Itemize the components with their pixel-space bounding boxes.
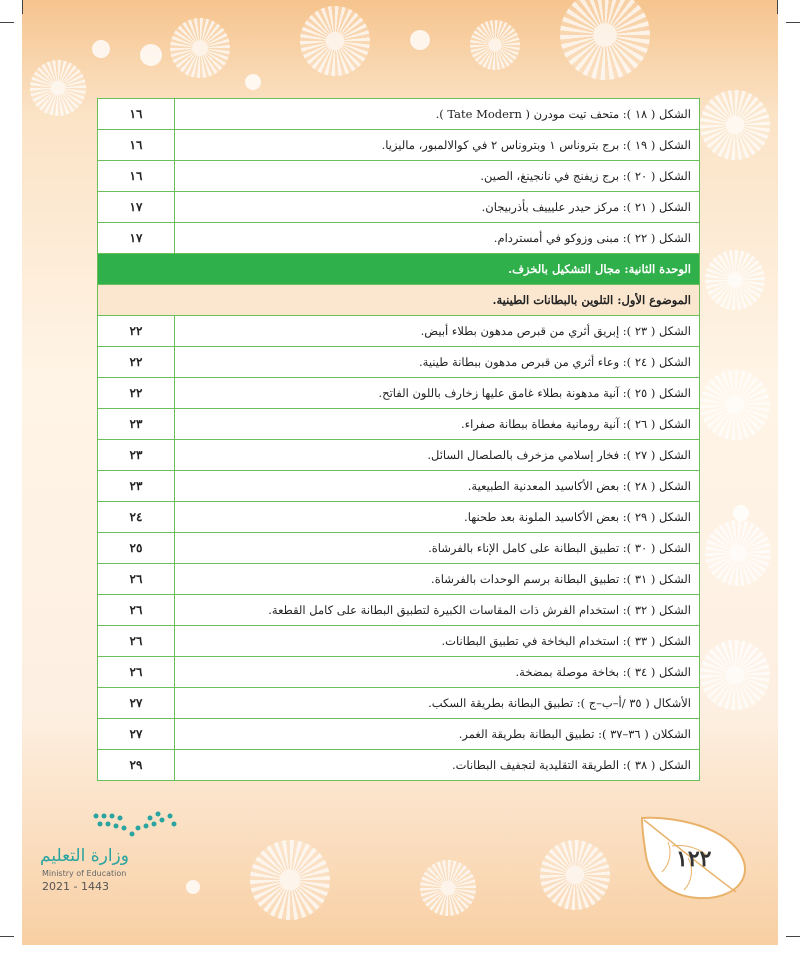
table-row [98,161,699,192]
table-row [98,750,699,781]
figure-description: الشكل ( ٢٩ ): بعض الأكاسيد الملونة بعد طحنها. [175,502,700,533]
table-row [98,688,699,719]
dot-decoration [733,505,749,521]
figure-page-number: ٢٧ [98,688,175,719]
figure-description: الشكل ( ٢٠ ): برج زيفنج في نانجينغ، الصين. [175,161,700,192]
logo-dots-icon [90,810,180,838]
figure-description: الشكل ( ٣٠ ): تطبيق البطانة على كامل الإناء بالفرشاة. [175,533,700,564]
flower-decoration [540,840,610,910]
figure-description: الشكل ( ٣٣ ): استخدام البخاخة في تطبيق البطانات. [175,626,700,657]
figure-description: الشكل ( ٢٤ ): وعاء أثري من قبرص مدهون ببطانة طينية. [175,347,700,378]
figure-page-number: ٢٦ [98,626,175,657]
flower-decoration [705,520,771,586]
crop-mark [0,22,14,23]
unit-heading-row [98,254,699,285]
figure-description: الشكلان ( ٣٦–٣٧ ): تطبيق البطانة بطريقة الغمر. [175,719,700,750]
figure-page-number: ١٧ [98,223,175,254]
figure-page-number: ٢٦ [98,564,175,595]
table-row [98,595,699,626]
table-row [98,471,699,502]
topic-heading-row [98,285,699,316]
table-row [98,719,699,750]
topic-heading: الموضوع الأول: التلوين بالبطانات الطينية. [98,285,699,316]
table-row [98,378,699,409]
figure-description: الشكل ( ٣٤ ): بخاخة موصلة بمضخة. [175,657,700,688]
figure-page-number: ٢٢ [98,316,175,347]
figure-page-number: ١٦ [98,99,175,130]
table-row [98,533,699,564]
crop-mark [786,936,800,937]
table-row [98,564,699,595]
table-row [98,223,699,254]
table-row [98,130,699,161]
crop-mark [0,936,14,937]
table-row [98,657,699,688]
dot-decoration [92,40,110,58]
figure-page-number: ٢٢ [98,378,175,409]
figure-page-number: ٢٤ [98,502,175,533]
table-row [98,99,699,130]
flower-decoration [700,370,770,440]
figure-page-number: ٢٣ [98,409,175,440]
flower-decoration [700,640,770,710]
dot-decoration [410,30,430,50]
figure-page-number: ١٧ [98,192,175,223]
flower-decoration [170,18,230,78]
flower-decoration [705,250,765,310]
page-number: ١٢٢ [676,846,712,872]
figure-page-number: ٢٥ [98,533,175,564]
figure-page-number: ٢٣ [98,471,175,502]
unit-heading: الوحدة الثانية: مجال التشكيل بالخزف. [98,254,699,285]
figure-description: الشكل ( ٢٣ ): إبريق أثري من قبرص مدهون بطلاء أبيض. [175,316,700,347]
table-row [98,502,699,533]
figures-table [98,99,699,780]
figure-page-number: ٢٦ [98,657,175,688]
table-row [98,409,699,440]
crop-mark [786,22,800,23]
table-row [98,440,699,471]
figure-description: الشكل ( ٢٢ ): مبنى وزوكو في أمستردام. [175,223,700,254]
crop-mark [777,0,778,14]
figure-page-number: ٢٧ [98,719,175,750]
ministry-name-english: Ministry of Education [42,869,127,878]
figure-description: الأشكال ( ٣٥ /أ–ب–ج ): تطبيق البطانة بطريقة السكب. [175,688,700,719]
figure-page-number: ١٦ [98,130,175,161]
figure-description: الشكل ( ١٨ ): متحف تيت مودرن ( Tate Modern ). [175,99,700,130]
flower-decoration [300,6,370,76]
figure-page-number: ١٦ [98,161,175,192]
flower-decoration [470,20,520,70]
figure-description: الشكل ( ٢٥ ): آنية مدهونة بطلاء غامق عليها زخارف باللون الفاتح. [175,378,700,409]
table-row [98,626,699,657]
table-row [98,192,699,223]
figure-description: الشكل ( ٢١ ): مركز حيدر عليييف بأذربيجان. [175,192,700,223]
figure-page-number: ٢٦ [98,595,175,626]
flower-decoration [30,60,86,116]
figure-description: الشكل ( ١٩ ): برج بتروناس ١ وبتروناس ٢ في كوالالمبور، ماليزيا. [175,130,700,161]
table-row [98,347,699,378]
edition-year: 2021 - 1443 [42,880,109,893]
figure-description: الشكل ( ٣٨ ): الطريقة التقليدية لتجفيف البطانات. [451,758,691,772]
figure-description: الشكل ( ٢٨ ): بعض الأكاسيد المعدنية الطبيعية. [175,471,700,502]
table-row [98,316,699,347]
figure-page-number: ٢٣ [98,440,175,471]
ministry-logo [40,810,200,900]
figures-index-table [97,98,700,781]
flower-decoration [700,90,770,160]
figure-description: الشكل ( ٣٢ ): استخدام الفرش ذات المقاسات الكبيرة لتطبيق البطانة على كامل القطعة. [175,595,700,626]
dot-decoration [245,74,261,90]
figure-description: الشكل ( ٣١ ): تطبيق البطانة برسم الوحدات بالفرشاة. [175,564,700,595]
figure-page-number: ٢٩ [98,750,175,781]
ministry-name-arabic: وزارة التعليم [40,846,129,866]
figure-description: الشكل ( ٢٦ ): آنية رومانية مغطاة ببطانة صفراء. [175,409,700,440]
dot-decoration [140,44,162,66]
crop-mark [22,0,23,14]
figure-page-number: ٢٢ [98,347,175,378]
flower-decoration [250,840,330,920]
figure-description: الشكل ( ٢٧ ): فخار إسلامي مزخرف بالصلصال السائل. [175,440,700,471]
flower-decoration [420,860,476,916]
